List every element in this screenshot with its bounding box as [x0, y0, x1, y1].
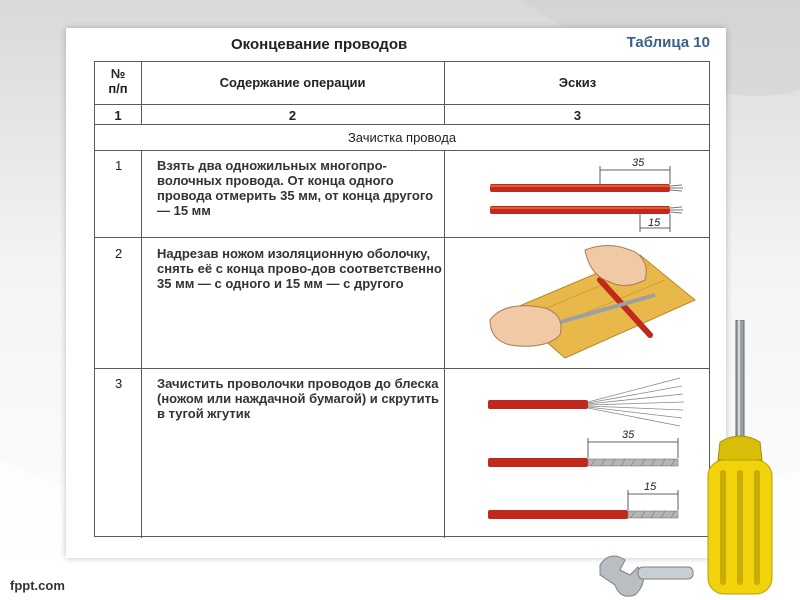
shaft-highlight	[738, 320, 740, 440]
wire-strands	[670, 212, 682, 213]
wire-insulation	[488, 510, 628, 519]
column-number-2: 2	[288, 108, 297, 123]
sketch-wires-measure	[450, 154, 710, 236]
wire-highlight	[490, 185, 670, 187]
dimension-label: 35	[632, 157, 645, 169]
operations-table	[94, 61, 710, 537]
header-sketch: Эскиз	[558, 75, 597, 90]
row-3-text: Зачистить проволочки проводов до блеска (ножом или наждачной бумагой) и скрутить в тугой жгутик	[157, 376, 440, 421]
sketch-knife-cutting	[450, 240, 710, 366]
column-number-3: 3	[573, 108, 582, 123]
row-3-number: 3	[115, 376, 123, 391]
table-label: Таблица 10	[626, 34, 710, 51]
wire-strands	[670, 207, 682, 208]
table-divider	[95, 150, 709, 151]
wire-strands	[670, 185, 682, 186]
document-title: Оконцевание проводов	[231, 36, 408, 53]
wire-strands	[670, 190, 682, 191]
row-1-number: 1	[115, 158, 123, 173]
hand-holding-knife	[490, 306, 561, 347]
screwdriver-collar	[718, 436, 762, 460]
wrench-head	[600, 556, 643, 596]
table-divider	[141, 150, 142, 538]
wire-highlight	[490, 207, 670, 209]
table-divider	[95, 237, 709, 238]
handle-groove	[720, 470, 726, 585]
header-number: № п/п	[108, 66, 128, 96]
sketch-stripped-wires	[450, 372, 710, 532]
dimension-label: 35	[622, 429, 635, 441]
wrench-handle	[638, 567, 693, 579]
column-number-1: 1	[114, 108, 122, 123]
section-title: Зачистка провода	[347, 130, 457, 145]
screwdriver-icon	[690, 320, 790, 595]
row-2-number: 2	[115, 246, 123, 261]
wire-insulation	[488, 458, 588, 467]
document-page	[66, 28, 726, 558]
wire-insulation	[488, 400, 588, 409]
wrench-icon	[590, 545, 700, 600]
row-2-text: Надрезав ножом изоляционную оболочку, снять её с конца прово-дов соответственно 35 мм — с одного и 15 мм — с другого	[157, 246, 442, 291]
table-divider	[95, 368, 709, 369]
table-divider	[95, 104, 709, 105]
row-1-text: Взять два одножильных многопро-волочных провода. От конца одного провода отмерить 35 мм, от конца другого — 15 мм	[157, 158, 434, 218]
table-divider	[444, 150, 445, 538]
footer-brand: fppt.com	[10, 578, 65, 593]
handle-groove	[754, 470, 760, 585]
header-operation: Содержание операции	[219, 75, 366, 90]
dimension-label: 15	[644, 481, 657, 493]
fanned-strands	[588, 378, 684, 426]
dimension-label: 15	[648, 217, 661, 229]
table-divider	[95, 124, 709, 125]
handle-groove	[737, 470, 743, 585]
